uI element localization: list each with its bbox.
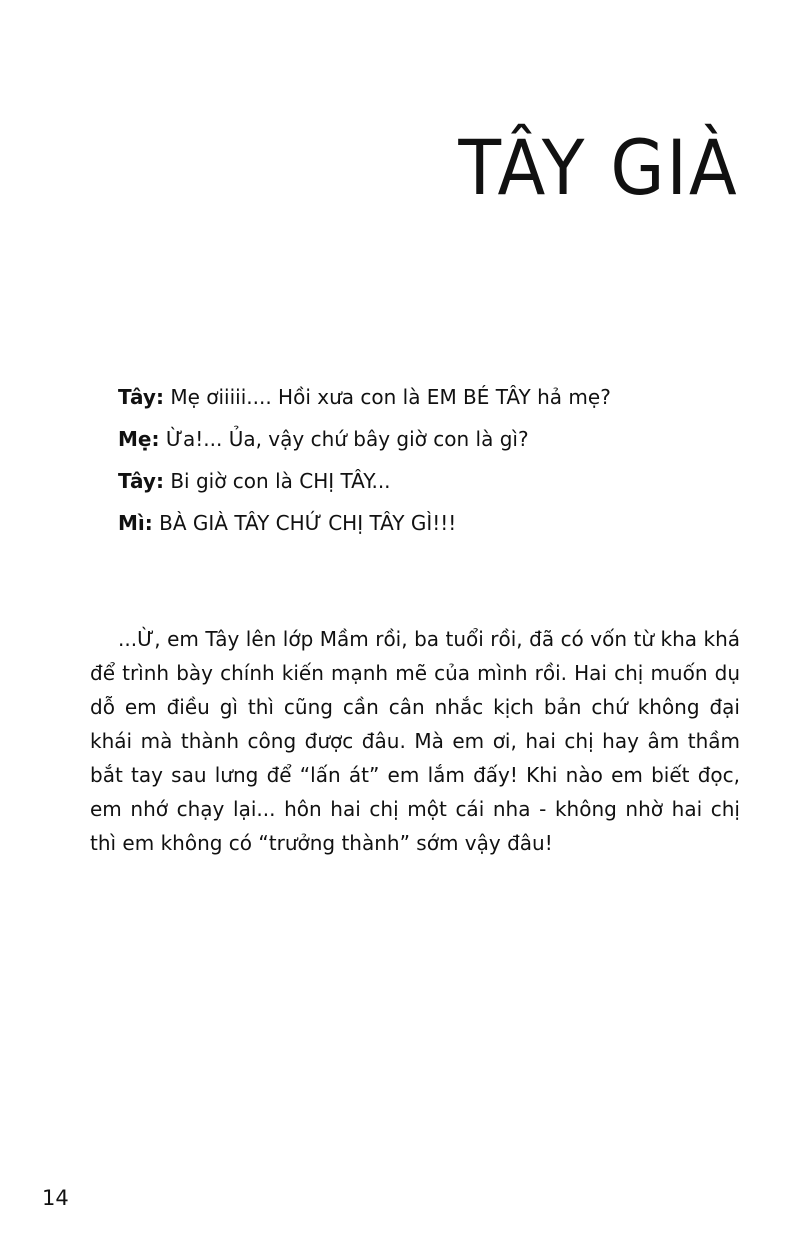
speaker-label: Tây:	[118, 385, 164, 409]
dialogue-text: BÀ GIÀ TÂY CHỨ CHỊ TÂY GÌ!!!	[152, 511, 457, 535]
speaker-label: Mẹ:	[118, 427, 160, 451]
dialogue-line	[118, 467, 718, 509]
dialogue-block	[118, 383, 718, 551]
dialogue-line	[118, 425, 718, 467]
speaker-label: Mì:	[118, 511, 153, 535]
speaker-label: Tây:	[118, 469, 164, 493]
chapter-title: TÂY GIÀ	[457, 123, 738, 212]
dialogue-line	[118, 509, 718, 551]
dialogue-text: Bi giờ con là CHỊ TÂY...	[163, 469, 391, 493]
body-paragraph: ...Ừ, em Tây lên lớp Mầm rồi, ba tuổi rồi, đã có vốn từ kha khá để trình bày chính kiến mạnh mẽ của mình rồi. Hai chị muốn dụ dỗ em điều gì thì cũng cần cân nhắc kịch bản chứ không đại khái mà thành công được đâu. Mà em ơi, hai chị hay âm thầm bắt tay sau lưng để “lấn át” em lắm đấy! Khi nào em biết đọc, em nhớ chạy lại... hôn hai chị một cái nha - không nhờ hai chị thì em không có “trưởng thành” sớm vậy đâu!	[90, 627, 740, 855]
dialogue-text: Mẹ ơiiiii.... Hồi xưa con là EM BÉ TÂY hả mẹ?	[163, 385, 611, 409]
dialogue-text: Ừa!... Ủa, vậy chứ bây giờ con là gì?	[159, 427, 529, 451]
page-number: 14	[42, 1186, 69, 1210]
dialogue-line	[118, 383, 718, 425]
